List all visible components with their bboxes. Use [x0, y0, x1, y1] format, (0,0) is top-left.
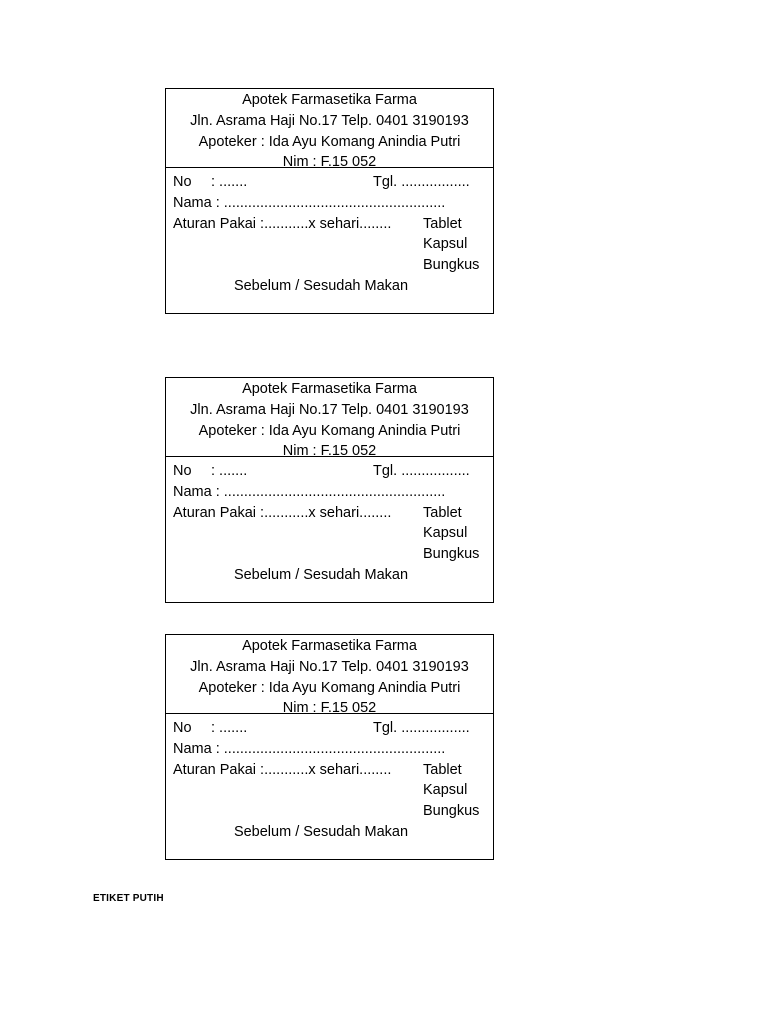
pharmacy-address: Jln. Asrama Haji No.17 Telp. 0401 3190193 [190, 401, 469, 418]
usage-row [173, 503, 487, 524]
form-capsule: Kapsul [423, 782, 468, 799]
pharmacist-name: Apoteker : Ida Ayu Komang Anindia Putri [198, 679, 461, 696]
date-field: Tgl. ................. [373, 463, 470, 479]
pharmacist-name: Apoteker : Ida Ayu Komang Anindia Putri [198, 133, 461, 150]
meal-instruction: Sebelum / Sesudah Makan [233, 277, 409, 294]
number-date-row [173, 461, 487, 482]
label-body [173, 718, 487, 843]
pharmacy-name: Apotek Farmasetika Farma [242, 381, 417, 397]
meal-instruction: Sebelum / Sesudah Makan [233, 566, 409, 583]
form-tablet: Tablet [423, 215, 462, 232]
pharmacy-address: Jln. Asrama Haji No.17 Telp. 0401 3190193 [190, 112, 469, 129]
form-capsule-row [173, 234, 487, 255]
number-date-row [173, 718, 487, 739]
number-label: No [173, 720, 192, 736]
usage-instruction: Aturan Pakai :...........x sehari........ [173, 504, 392, 521]
label-header [166, 378, 493, 462]
form-packet-row [173, 544, 487, 565]
form-capsule: Kapsul [423, 236, 468, 253]
date-field: Tgl. ................. [373, 720, 470, 736]
label-card [165, 634, 494, 860]
usage-row [173, 760, 487, 781]
patient-name-field: Nama : ....................................................... [173, 740, 446, 757]
form-tablet: Tablet [423, 761, 462, 778]
number-field: : ....... [211, 174, 248, 190]
pharmacy-name: Apotek Farmasetika Farma [242, 638, 417, 654]
form-packet: Bungkus [423, 546, 480, 563]
label-card [165, 377, 494, 603]
form-tablet: Tablet [423, 504, 462, 521]
form-capsule-row [173, 780, 487, 801]
form-capsule: Kapsul [423, 525, 468, 542]
pharmacist-name: Apoteker : Ida Ayu Komang Anindia Putri [198, 422, 461, 439]
meal-instruction: Sebelum / Sesudah Makan [233, 823, 409, 840]
number-field: : ....... [211, 720, 248, 736]
header-divider [166, 456, 494, 457]
number-label: No [173, 174, 192, 190]
usage-instruction: Aturan Pakai :...........x sehari........ [173, 761, 392, 778]
document-caption: ETIKET PUTIH [93, 893, 164, 904]
student-id: Nim : F.15 052 [282, 443, 377, 460]
pharmacy-name: Apotek Farmasetika Farma [242, 92, 417, 108]
form-packet: Bungkus [423, 257, 480, 274]
pharmacy-address: Jln. Asrama Haji No.17 Telp. 0401 3190193 [190, 658, 469, 675]
label-header [166, 635, 493, 719]
meal-row [173, 565, 487, 586]
date-field: Tgl. ................. [373, 174, 470, 190]
form-packet: Bungkus [423, 803, 480, 820]
form-capsule-row [173, 523, 487, 544]
student-id: Nim : F.15 052 [282, 700, 377, 717]
meal-row [173, 822, 487, 843]
meal-row [173, 276, 487, 297]
number-field: : ....... [211, 463, 248, 479]
number-date-row [173, 172, 487, 193]
student-id: Nim : F.15 052 [282, 154, 377, 171]
form-packet-row [173, 801, 487, 822]
header-divider [166, 713, 494, 714]
usage-row [173, 214, 487, 235]
label-body [173, 172, 487, 297]
usage-instruction: Aturan Pakai :...........x sehari........ [173, 215, 392, 232]
label-header [166, 89, 493, 173]
patient-name-field: Nama : ....................................................... [173, 194, 446, 211]
number-label: No [173, 463, 192, 479]
header-divider [166, 167, 494, 168]
label-body [173, 461, 487, 586]
form-packet-row [173, 255, 487, 276]
label-card [165, 88, 494, 314]
patient-name-field: Nama : ....................................................... [173, 483, 446, 500]
